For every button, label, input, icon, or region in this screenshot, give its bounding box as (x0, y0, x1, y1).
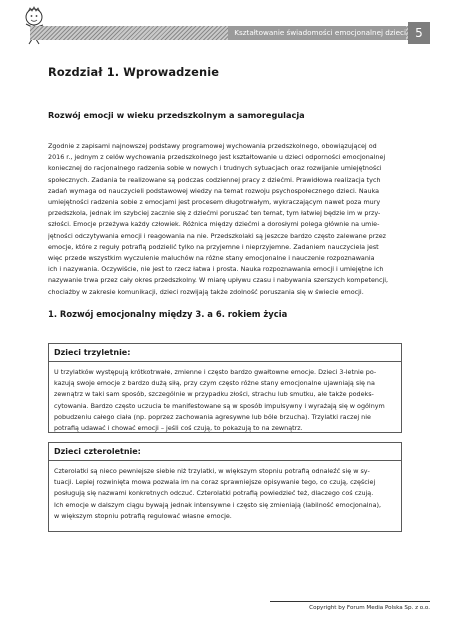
box-heading: Dzieci czteroletnie: (49, 443, 401, 461)
text-line: w większym stopniu potrafią regulować własne emocje. (54, 511, 232, 520)
text-line: szłości. Emocje przeżywa każdy człowiek. Różnica między dziećmi a dorosłymi polega głównie na umie- (48, 220, 380, 229)
text-line: chociażby w zakresie komunikacji, dzieci rozwijają także zdolność poruszania się w świecie emocji. (48, 287, 364, 296)
text-line: ich i nazywania. Oczywiście, nie jest to rzecz łatwa i prosta. Nauka rozpoznawania emocji i umiejętne ich (48, 265, 384, 274)
page-number: 5 (408, 22, 430, 44)
text-line: jętności odczytywania emocji i reagowania na nie. Przedszkolaki są jeszcze bardzo często zalewane przez (48, 231, 387, 240)
text-line: zewnątrz w taki sam sposób, szczególnie w przypadku złości, strachu lub smutku, ale także podeks- (54, 390, 374, 399)
box-paragraph (54, 367, 396, 434)
subsection-title: 1. Rozwój emocjonalny między 3. a 6. rokiem życia (48, 309, 288, 319)
text-line: zadań wymaga od nauczycieli podstawowej wiedzy na temat rozwoju psychospołecznego dzieci. Nauka (48, 186, 380, 195)
section-title: Rozwój emocji w wieku przedszkolnym a samoregulacja (48, 110, 305, 120)
text-line: 2016 r., jednym z celów wychowania przedszkolnego jest kształtowanie u dzieci odporności emocjonalnej (48, 153, 386, 162)
box-heading: Dzieci trzyletnie: (49, 344, 401, 362)
text-line: więc przede wszystkim wyczulenie maluchów na różne stany emocjonalne i nauczenie rozpoznawania (48, 254, 375, 263)
text-line: nazywanie trwa przez cały okres przedszkolny. W miarę upływu czasu i nabywania szerszych kompetencji, (48, 276, 389, 285)
text-line: posługują się nazwami konkretnych odczuć. Czterolatki potrafią powiedzieć też, dlaczego coś czują. (54, 489, 374, 498)
four-year-olds-box (48, 442, 402, 532)
three-year-olds-box (48, 343, 402, 433)
text-line: U trzylatków występują krótkotrwałe, zmienne i często bardzo gwałtowne emocje. Dzieci 3-letnie po- (54, 368, 377, 376)
chapter-title: Rozdział 1. Wprowadzenie (48, 65, 220, 79)
text-line: umiejętności radzenia sobie z emocjami jest procesem długotrwałym, wykraczającym nawet poza mury (48, 198, 381, 207)
text-line: kazują swoje emocje z bardzo dużą siłą, przy czym często różne stany emocjonalne ujawniają się na (54, 379, 375, 388)
text-line: przedszkola, jednak im szybciej zacznie się z dziećmi poruszać ten temat, tym łatwiej będzie im w przy- (48, 209, 381, 218)
footer-divider (270, 601, 430, 602)
box-paragraph (54, 466, 396, 522)
text-line: cytowania. Bardzo często uczucia te manifestowane są w sposób impulsywny i wyrażają się w ogólnym (54, 401, 385, 410)
text-line: Ich emocje w dalszym ciągu bywają jednak intensywne i często się zmieniają (labilność emocjonalna), (54, 500, 382, 509)
text-line: pobudzeniu całego ciała (np. poprzez zachowania agresywne lub bóle brzucha). Trzylatki raczej nie (54, 412, 371, 421)
text-line: koniecznej do racjonalnego radzenia sobie w nowych i trudnych sytuacjach oraz rozwijanie umiejętności (48, 164, 382, 173)
intro-paragraph (48, 141, 402, 298)
text-line: społecznych. Zadania te realizowane są podczas codziennej pracy z dziećmi. Prawidłowa realizacja tych (48, 175, 381, 184)
text-line: potrafią udawać i chować emocji – jeśli coś czują, to pokazują to na zewnątrz. (54, 424, 303, 433)
header-title: Kształtowanie świadomości emocjonalnej dzieci (228, 26, 406, 40)
text-line: Zgodnie z zapisami najnowszej podstawy programowej wychowania przedszkolnego, obowiązującej od (48, 142, 377, 150)
copyright-footer: Copyright by Forum Media Polska Sp. z o.o. (309, 605, 430, 611)
text-line: Czterolatki są nieco pewniejsze siebie niż trzylatki, w większym stopniu potrafią odnaleźć się w sy- (54, 467, 370, 475)
text-line: emocje, które z reguły potrafią podzielić tylko na przyjemne i nieprzyjemne. Zadaniem nauczyciela jest (48, 242, 379, 251)
text-line: tuacji. Lepiej rozwinięta mowa pozwala im na coraz sprawniejsze opisywanie tego, co czują, częściej (54, 478, 376, 487)
